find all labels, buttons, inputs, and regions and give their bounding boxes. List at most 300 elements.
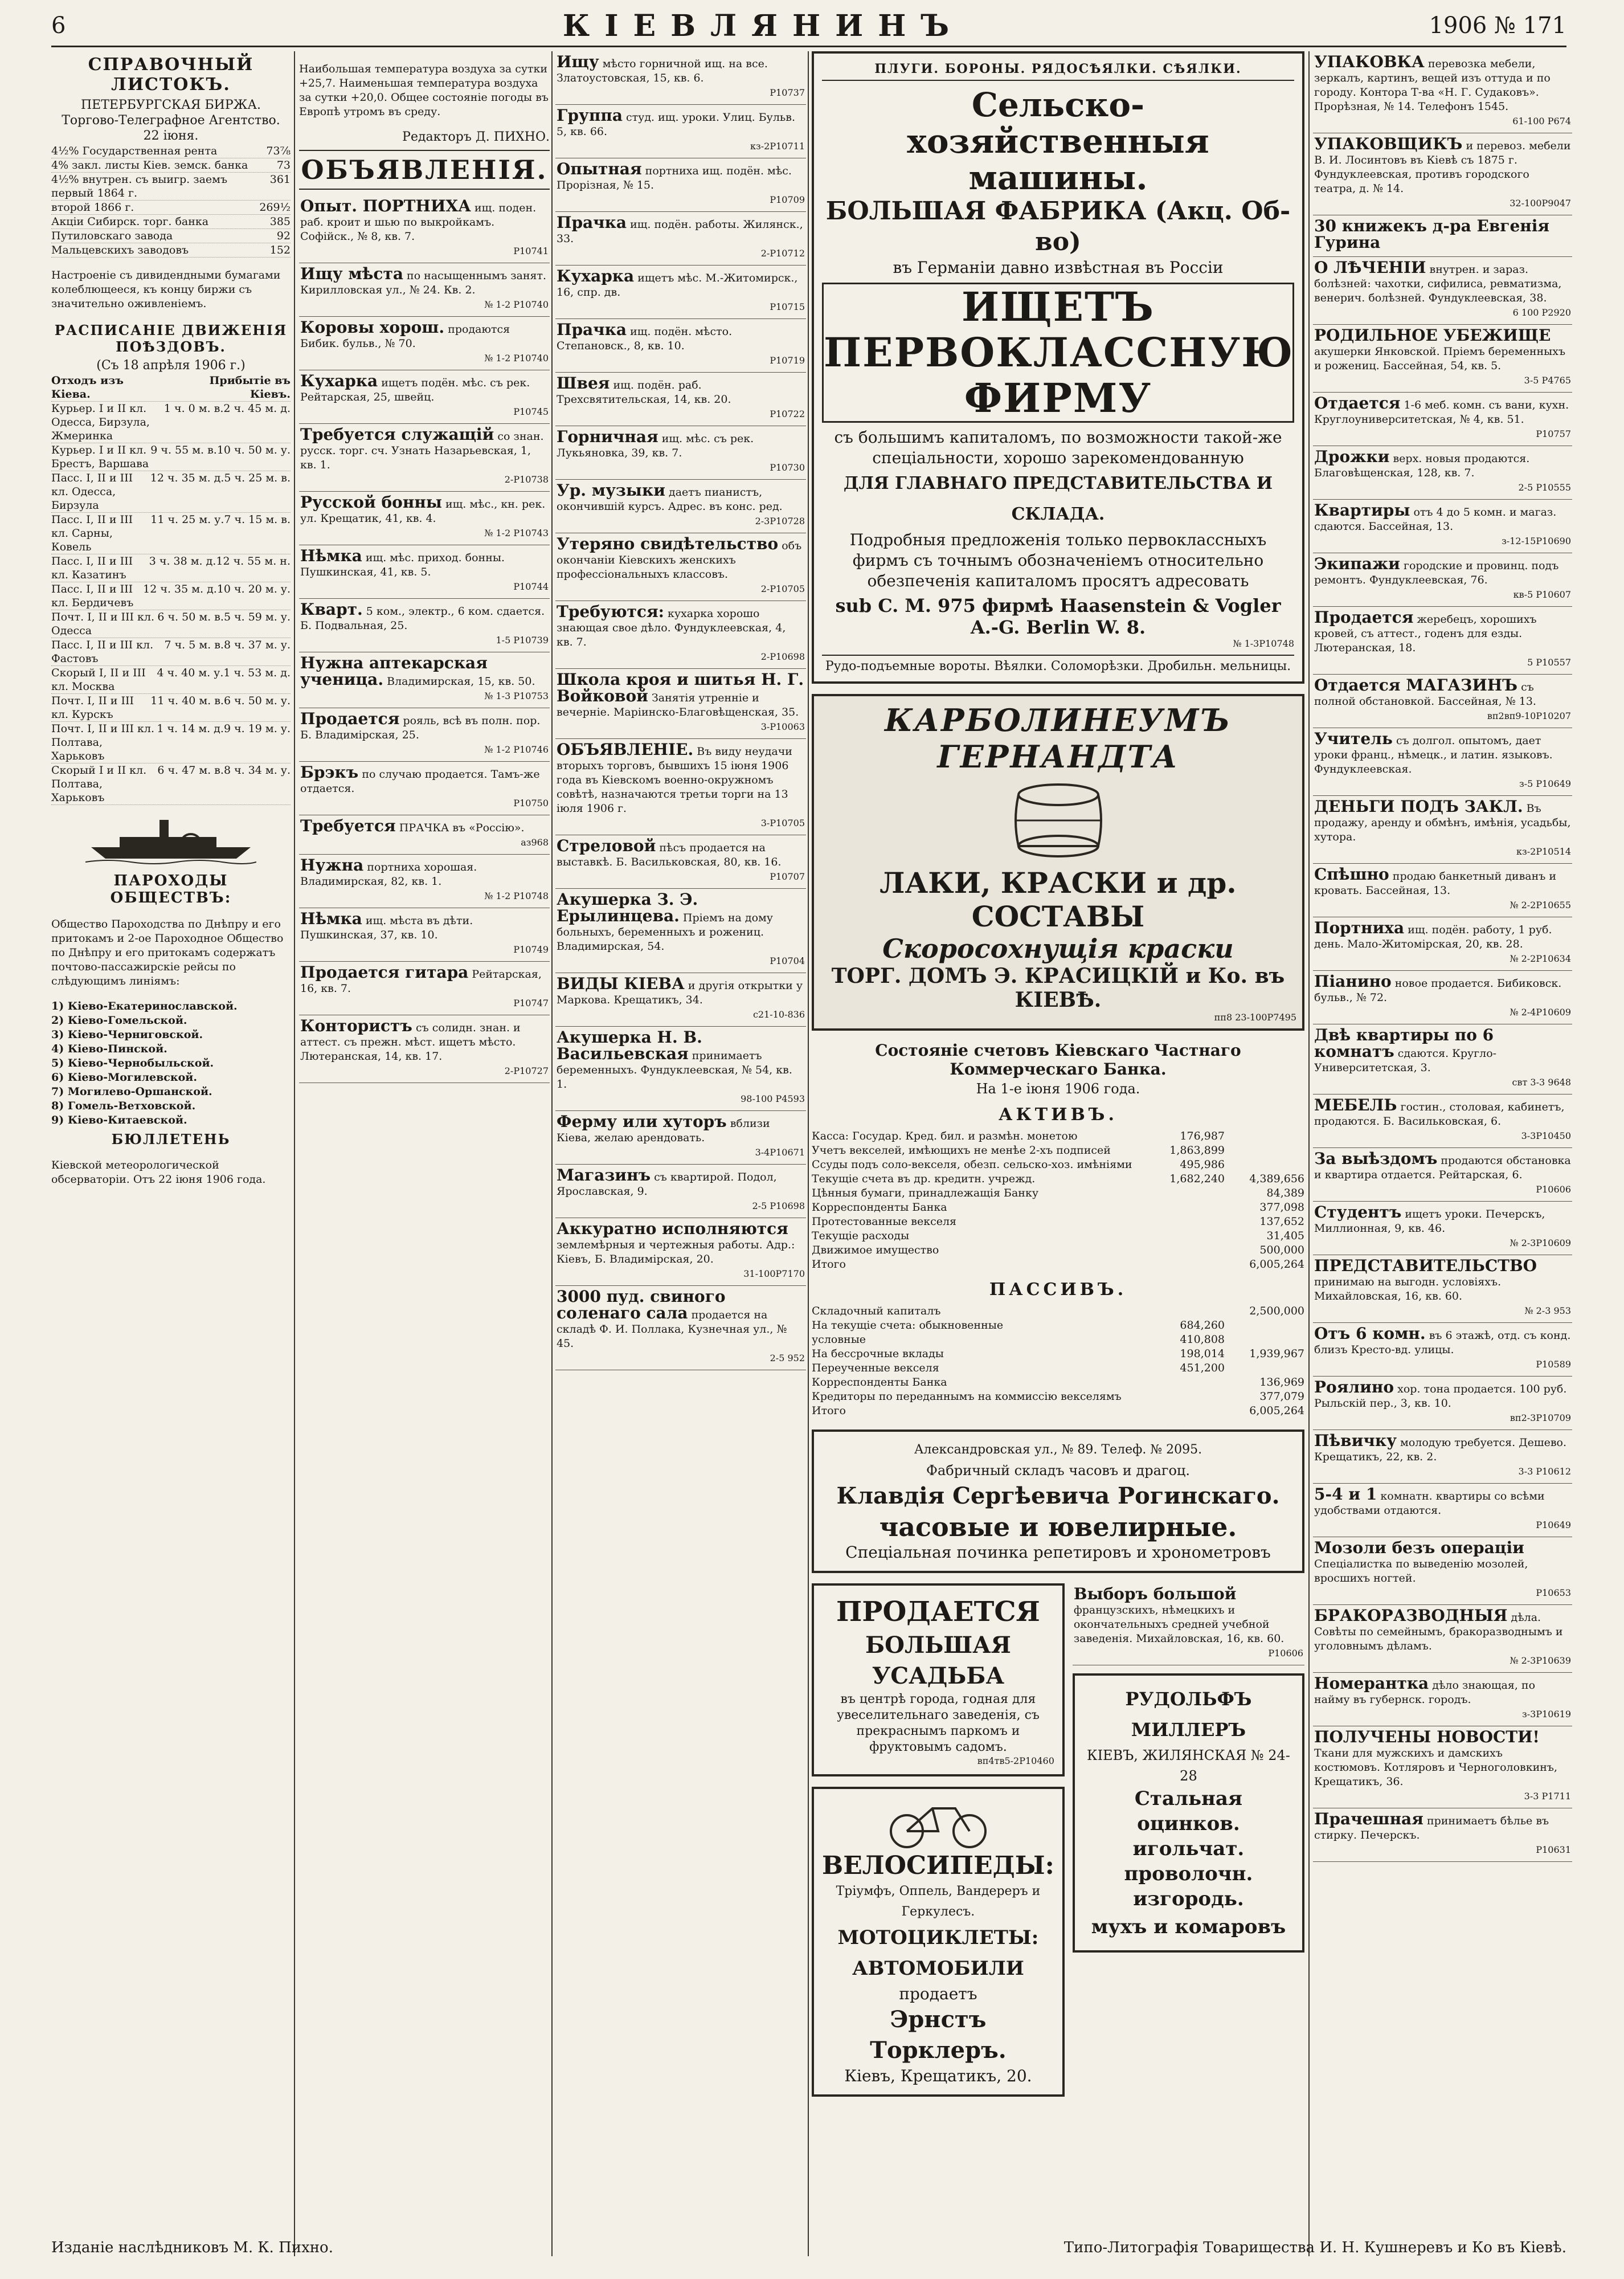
rate-row bbox=[51, 215, 291, 229]
ad-text: съ квартирой. Подол, Ярославская, 9. bbox=[557, 1171, 777, 1198]
schedule-row bbox=[51, 443, 291, 471]
ad-text: новое продается. Бибиковск. бульв., № 72. bbox=[1314, 977, 1562, 1004]
ad-heading: Нѣмка bbox=[300, 546, 362, 565]
train-departure: 1 ч. 14 м. д. bbox=[157, 722, 224, 735]
classified-ad bbox=[1313, 1323, 1572, 1377]
bank-item-value bbox=[1151, 1186, 1225, 1200]
steamer-line: 5) Кіево-Чернобыльской. bbox=[51, 1057, 214, 1069]
train-route: Скорый I и II кл. Полтава, Харьковъ bbox=[51, 764, 147, 804]
ad-text: мѣсто горничной ищ. на все. Златоустовская, 15, кв. 6. bbox=[557, 58, 768, 84]
classified-ad bbox=[555, 669, 806, 739]
ad-heading: Ищу мѣста bbox=[300, 264, 403, 283]
rate-value: 152 bbox=[269, 244, 291, 256]
train-arrival: 6 ч. 50 м. у. bbox=[223, 695, 291, 707]
ad-text: продаю банкетный диванъ и кровать. Бассейная, 13. bbox=[1314, 870, 1557, 897]
ad-heading: Кухарка bbox=[557, 267, 635, 285]
bank-item-value bbox=[1151, 1200, 1225, 1215]
classified-ad bbox=[1313, 675, 1572, 728]
bank-item-label: Цѣнныя бумаги, принадлежащія Банку bbox=[812, 1187, 1038, 1199]
classified-ad bbox=[1313, 1808, 1572, 1862]
train-arrival: 10 ч. 20 м. у. bbox=[216, 583, 291, 595]
ad-tag: № 1-2 Р10740 bbox=[484, 353, 549, 364]
classified-ad bbox=[555, 1165, 806, 1218]
ad-heading: Горничная bbox=[557, 427, 658, 446]
bank-item-label: Учетъ векселей, имѣющихъ не менѣе 2-хъ подписей bbox=[812, 1144, 1111, 1157]
ads-title: ОБЪЯВЛЕНІЯ. bbox=[299, 150, 550, 190]
ad-heading: Кварт. bbox=[300, 600, 363, 619]
ad-text: ищ. подён. мѣсто. Степановск., 8, кв. 10. bbox=[557, 325, 733, 352]
bank-item-total bbox=[1225, 1158, 1304, 1172]
ad-heading: Группа bbox=[557, 106, 623, 125]
ad-heading: Школа кроя и шитья Н. Г. Войковой bbox=[557, 670, 804, 705]
ad-heading: За выѣздомъ bbox=[1314, 1149, 1438, 1168]
train-schedule bbox=[51, 402, 291, 805]
rate-name: 4½% внутрен. съ выигр. заемъ первый 1864 г. bbox=[51, 173, 228, 199]
classified-ad bbox=[1313, 796, 1572, 864]
estate-ad bbox=[812, 1583, 1065, 1776]
rate-value: 361 bbox=[269, 173, 291, 186]
miller-ad bbox=[1073, 1673, 1304, 1953]
ad-tag: № 2-2Р10655 bbox=[1510, 900, 1571, 910]
steamers-title: ПАРОХОДЫ ОБЩЕСТВЪ: bbox=[110, 872, 232, 906]
ad-text: продается на складѣ Ф. И. Поллака, Кузнечная ул., № 45. bbox=[557, 1309, 787, 1350]
carbolineum-ad bbox=[812, 694, 1304, 1031]
ad-heading: РОДИЛЬНОЕ УБЕЖИЩЕ bbox=[1314, 326, 1551, 345]
rate-value: 73 bbox=[276, 159, 291, 171]
ad-tag: 2-5 952 bbox=[770, 1353, 805, 1363]
machines-text-2: съ большимъ капиталомъ, по возможности такой-же спеціальности, хорошо зарекомендованную bbox=[834, 428, 1282, 467]
classified-ad bbox=[555, 601, 806, 669]
train-route: Почт. I, II и III кл. Полтава, Харьковъ bbox=[51, 722, 155, 762]
train-arrival: 10 ч. 50 м. у. bbox=[216, 444, 291, 456]
ads-column-3 bbox=[555, 51, 806, 2256]
issue-number: 1906 № 171 bbox=[1429, 13, 1566, 39]
ad-text: съ полной обстановкой. Бассейная, № 13. bbox=[1314, 681, 1536, 708]
rate-value: 385 bbox=[269, 215, 291, 228]
bicycles-address: Кіевъ, Крещатикъ, 20. bbox=[844, 2066, 1032, 2085]
train-arrival: 1 ч. 53 м. д. bbox=[223, 667, 291, 679]
schedule-row bbox=[51, 513, 291, 554]
schedule-row bbox=[51, 610, 291, 638]
ad-heading: Двѣ квартиры по 6 комнатъ bbox=[1314, 1026, 1494, 1061]
ad-text: хор. тона продается. 100 руб. Рыльскій пер., 3, кв. 10. bbox=[1314, 1383, 1567, 1410]
estate-subheading: БОЛЬШАЯ УСАДЬБА bbox=[865, 1632, 1011, 1689]
bicycles-seller: продаетъ bbox=[899, 1984, 977, 2003]
ad-tag: 3-Р10705 bbox=[760, 818, 805, 828]
bicycles-name: Эрнстъ Торклеръ. bbox=[870, 2006, 1007, 2064]
ad-tag: № 2-3 953 bbox=[1524, 1305, 1571, 1316]
machines-foot: Рудо-подъемные вороты. Вѣялки. Соломорѣзки. Дробильн. мельницы. bbox=[822, 655, 1294, 673]
rate-value: 73⅞ bbox=[266, 145, 291, 157]
classified-ad bbox=[299, 195, 550, 263]
bank-row bbox=[812, 1347, 1304, 1361]
ad-tag: Р10741 bbox=[513, 246, 549, 256]
reference-column bbox=[51, 51, 291, 2256]
agency-name: Торгово-Телеграфное Агентство. bbox=[62, 113, 280, 128]
ad-tag: № 1-2 Р10746 bbox=[484, 744, 549, 755]
ad-heading: Швея bbox=[557, 374, 610, 393]
classified-ad bbox=[299, 855, 550, 908]
train-route: Пасс. I, II и III кл. Бердичевъ bbox=[51, 583, 134, 609]
ad-text: Ткани для мужскихъ и дамскихъ костюмовъ. Котляровъ и Черноголовкинъ, Крещатикъ, 36. bbox=[1314, 1747, 1558, 1788]
bank-item-total bbox=[1225, 1318, 1304, 1333]
ad-tag: кв-5 Р10607 bbox=[1513, 589, 1571, 600]
ad-heading: Нужна аптекарская ученица. bbox=[300, 654, 488, 689]
rate-row bbox=[51, 173, 291, 201]
train-departure: 11 ч. 40 м. в. bbox=[150, 695, 224, 707]
ad-text: ищ. мѣс., кн. рек. ул. Крещатик, 41, кв. 4. bbox=[300, 498, 546, 525]
masthead bbox=[51, 6, 1566, 47]
rate-row bbox=[51, 243, 291, 258]
bank-item-label: Движимое имущество bbox=[812, 1244, 939, 1256]
bank-item-total: 6,005,264 bbox=[1249, 1404, 1304, 1417]
ad-tag: № 1-3 Р10753 bbox=[484, 691, 549, 701]
ad-heading: Аккуратно исполняются bbox=[557, 1219, 788, 1238]
train-arrival: 7 ч. 15 м. в. bbox=[224, 513, 291, 526]
bank-item-total: 137,652 bbox=[1259, 1215, 1304, 1228]
store-heading: Выборъ большой bbox=[1073, 1584, 1237, 1603]
train-route: Пасс. I, II и III кл. Одесса, Бирзула bbox=[51, 472, 133, 512]
classified-ad bbox=[555, 426, 806, 480]
column-rule bbox=[551, 51, 553, 2256]
ad-heading: Русской бонны bbox=[300, 493, 442, 512]
bank-item-total: 377,098 bbox=[1259, 1201, 1304, 1214]
exchange-date: 22 іюня. bbox=[143, 129, 199, 143]
schedule-header-dep: Отходъ изъ Кіева. bbox=[51, 374, 124, 401]
ad-heading: Нужна bbox=[300, 856, 364, 875]
ad-text: перевозка мебели, зеркалъ, картинъ, вещей изъ оттуда и по городу. Контора Т-ва «Н. Г. Судаковъ». Прорѣзная, № 14. Телефонъ 1545. bbox=[1314, 58, 1551, 113]
carbolineum-firm: ТОРГ. ДОМЪ Э. КРАСИЦКІЙ и Ко. въ КІЕВѢ. bbox=[831, 964, 1285, 1012]
ad-heading: Акушерка З. Э. Ерылинцева. bbox=[557, 890, 698, 925]
ad-text: Въ продажу, аренду и обмѣнъ, имѣнія, усадьбы, хутора. bbox=[1314, 802, 1571, 843]
ad-heading: Ур. музыки bbox=[557, 481, 665, 500]
ad-heading: Коровы хорош. bbox=[300, 318, 445, 337]
ad-text: съ солидн. знан. и аттест. съ прежн. мѣст. ищетъ мѣсто. Лютеранская, 14, кв. 17. bbox=[300, 1022, 521, 1063]
bottom-ads-right bbox=[1073, 1583, 1304, 2107]
classified-ad bbox=[1313, 553, 1572, 607]
rate-name: Мальцевскихъ заводовъ bbox=[51, 244, 189, 256]
ad-tag: Р10749 bbox=[513, 944, 549, 955]
classified-ad bbox=[1313, 1430, 1572, 1484]
ad-text: ищетъ уроки. Печерскъ, Миллионная, 9, кв. 46. bbox=[1314, 1208, 1545, 1235]
ad-text: по случаю продается. Тамъ-же отдается. bbox=[300, 768, 540, 795]
ad-text: принимаетъ беременныхъ. Фундуклеевская, № 54, кв. 1. bbox=[557, 1049, 792, 1091]
schedule-header-arr: Прибытіе въ Кіевъ. bbox=[209, 374, 291, 401]
ad-tag: № 2-4Р10609 bbox=[1510, 1007, 1571, 1018]
ad-text: пѣсъ продается на выставкѣ. Б. Васильковская, 80, кв. 16. bbox=[557, 842, 782, 868]
ad-heading: 5-4 и 1 bbox=[1314, 1485, 1377, 1504]
classified-ad bbox=[1313, 728, 1572, 796]
publisher: Изданіе наслѣдниковъ М. К. Пихно. bbox=[51, 2239, 333, 2256]
bank-row bbox=[812, 1333, 1304, 1347]
classified-ad bbox=[555, 212, 806, 266]
machines-factory: БОЛЬШАЯ ФАБРИКА (Акц. Об-во) bbox=[825, 197, 1291, 256]
classified-ad bbox=[1313, 1094, 1572, 1148]
store-text: французскихъ, нѣмецкихъ и окончательныхъ средней учебной заведенія. Михайловская, 16, кв. 60. bbox=[1073, 1604, 1285, 1645]
bank-item-label: Итого bbox=[812, 1404, 846, 1417]
ad-tag: 2-3Р10728 bbox=[755, 516, 805, 526]
ad-text: Рейтарская, 16, кв. 7. bbox=[300, 968, 542, 995]
ad-heading: Студентъ bbox=[1314, 1203, 1402, 1222]
classified-ad bbox=[1313, 215, 1572, 257]
ad-tag: Р10750 bbox=[513, 798, 549, 808]
bank-item-label: Ссуды подъ соло-векселя, обезп. сельско-хоз. имѣніями bbox=[812, 1158, 1132, 1171]
ad-heading: Дрожки bbox=[1314, 447, 1390, 466]
ad-text: и перевоз. мебели В. И. Лосинтовъ въ Кіевѣ съ 1875 г. Фундуклеевская, противъ городского театра, д. № 14. bbox=[1314, 140, 1571, 195]
train-arrival: 5 ч. 25 м. в. bbox=[224, 472, 291, 484]
ad-text: гостин., столовая, кабинетъ, продаются. Б. Васильковская, 6. bbox=[1314, 1101, 1565, 1128]
train-arrival: 8 ч. 34 м. у. bbox=[223, 764, 291, 777]
schedule-row bbox=[51, 554, 291, 582]
machines-purpose: ДЛЯ ГЛАВНАГО ПРЕДСТАВИТЕЛЬСТВА И СКЛАДА. bbox=[843, 473, 1273, 524]
liabilities-list bbox=[812, 1304, 1304, 1418]
ad-tag: 3-3Р10450 bbox=[1521, 1130, 1571, 1141]
classified-ad bbox=[299, 492, 550, 545]
schedule-row bbox=[51, 763, 291, 805]
ad-tag: Р10704 bbox=[770, 955, 805, 966]
column-rule bbox=[294, 51, 295, 2256]
ad-text: верх. новыя продаются. Благовѣщенская, 128, кв. 7. bbox=[1314, 452, 1530, 479]
bank-item-total: 2,500,000 bbox=[1249, 1305, 1304, 1317]
classified-ad bbox=[555, 889, 806, 973]
ad-heading: УПАКОВКА bbox=[1314, 52, 1425, 71]
classified-ad bbox=[1313, 1726, 1572, 1808]
classified-ad bbox=[1313, 133, 1572, 215]
classified-ad bbox=[555, 533, 806, 601]
bank-item-value bbox=[1151, 1215, 1225, 1229]
ad-text: 1-6 меб. комн. съ вани, кухн. Круглоуниверситетская, № 4, кв. 51. bbox=[1314, 399, 1569, 426]
bank-item-label: Корреспонденты Банка bbox=[812, 1376, 947, 1388]
ad-text: Въ виду неудачи вторыхъ торговъ, бывшихъ 15 іюня 1906 года въ Кіевскомъ военно-окружномъ совѣтѣ, назначаются третьи торги на 13 іюля 1906 г. bbox=[557, 745, 792, 815]
ad-tag: Р10722 bbox=[770, 409, 805, 419]
ad-text: ищ. мѣс. съ рек. Лукьяновка, 39, кв. 7. bbox=[557, 432, 754, 459]
classified-ad bbox=[1313, 1605, 1572, 1673]
rate-row bbox=[51, 229, 291, 243]
ad-tag: Р10719 bbox=[770, 355, 805, 366]
train-departure: 11 ч. 25 м. у. bbox=[150, 513, 224, 526]
moto-heading: МОТОЦИКЛЕТЫ: bbox=[837, 1926, 1039, 1949]
classified-ad bbox=[1313, 1484, 1572, 1537]
bank-item-value: 1,682,240 bbox=[1169, 1173, 1225, 1185]
ad-heading: Номерантка bbox=[1314, 1674, 1429, 1693]
bank-item-label: условные bbox=[812, 1333, 866, 1346]
classified-ad bbox=[299, 815, 550, 855]
watches-sub: Спеціальная починка репетировъ и хронометровъ bbox=[845, 1543, 1271, 1562]
ad-tag: Р10744 bbox=[513, 581, 549, 592]
ad-tag: 5 Р10557 bbox=[1527, 657, 1571, 668]
ad-tag: 1-5 Р10739 bbox=[496, 635, 549, 646]
classified-ad bbox=[299, 263, 550, 317]
train-route: Пасс. I, II и III кл. Фастовъ bbox=[51, 639, 154, 665]
ad-heading: Стреловой bbox=[557, 836, 656, 855]
bank-item-total bbox=[1225, 1333, 1304, 1347]
bank-item-label: На текущіе счета: обыкновенные bbox=[812, 1319, 1004, 1332]
classified-ad bbox=[299, 545, 550, 599]
ad-tag: № 1-2 Р10748 bbox=[484, 891, 549, 901]
ad-tag: 3-3 Р1711 bbox=[1524, 1791, 1571, 1802]
ad-text: принимаю на выгодн. условіяхъ. Михайловская, 16, кв. 60. bbox=[1314, 1276, 1502, 1302]
bank-item-label: Касса: Государ. Кред. бил. и размѣн. монетою bbox=[812, 1130, 1078, 1142]
bank-item-label: Текущіе расходы bbox=[812, 1230, 910, 1242]
classified-ad bbox=[555, 835, 806, 889]
ad-tag: 2-Р10738 bbox=[504, 474, 549, 485]
classified-ad bbox=[1313, 325, 1572, 393]
classified-list bbox=[555, 51, 806, 1370]
auto-heading: АВТОМОБИЛИ bbox=[852, 1957, 1024, 1980]
train-route: Курьер. I и II кл. Брестъ, Варшава bbox=[51, 444, 149, 470]
ad-heading: Требуются: bbox=[557, 602, 664, 621]
ad-text: ищ. мѣс. приход. бонны. Пушкинская, 41, кв. 5. bbox=[300, 552, 505, 578]
steamer-line: 6) Кіево-Могилевской. bbox=[51, 1071, 197, 1084]
classified-ad bbox=[555, 1111, 806, 1165]
printer: Типо-Литографія Товарищества И. Н. Кушнеревъ и Ко въ Кіевѣ. bbox=[1063, 2239, 1566, 2256]
train-departure: 7 ч. 5 м. в. bbox=[164, 639, 224, 651]
classified-list bbox=[299, 195, 550, 1083]
estate-heading: ПРОДАЕТСЯ bbox=[836, 1596, 1040, 1628]
ad-tag: Р10757 bbox=[1536, 428, 1571, 439]
classified-ad bbox=[555, 373, 806, 426]
ad-heading: Роялино bbox=[1314, 1378, 1394, 1396]
machines-tag: № 1-3Р10748 bbox=[1233, 638, 1294, 649]
miller-address: КІЕВЪ, ЖИЛЯНСКАЯ № 24-28 bbox=[1087, 1747, 1290, 1784]
ad-text: дѣла. Совѣты по семейнымъ, бракоразводнымъ и уголовнымъ дѣламъ. bbox=[1314, 1611, 1563, 1652]
schedule-row bbox=[51, 402, 291, 443]
display-ads-column bbox=[812, 51, 1304, 2256]
classified-ad bbox=[555, 1218, 806, 1286]
schedule-date: (Съ 18 апрѣля 1906 г.) bbox=[96, 358, 246, 373]
classified-ad bbox=[555, 1286, 806, 1370]
liabilities-title: ПАССИВЪ. bbox=[989, 1280, 1127, 1300]
ad-heading: Продается гитара bbox=[300, 963, 469, 982]
ad-tag: 2-Р10698 bbox=[760, 651, 805, 662]
train-departure: 9 ч. 55 м. в. bbox=[150, 444, 217, 456]
miller-text: Стальная оцинков. игольчат. проволочн. изгородь. bbox=[1124, 1787, 1253, 1910]
ad-heading: 30 книжекъ д-ра Евгенія Гурина bbox=[1314, 217, 1550, 252]
carbolineum-title: КАРБОЛИНЕУМЪ ГЕРНАНДТА bbox=[884, 702, 1232, 775]
ad-text: ищетъ мѣс. М.-Житомирск., 16, спр. дв. bbox=[557, 272, 798, 299]
bank-item-total: 31,405 bbox=[1266, 1230, 1304, 1242]
bank-row bbox=[812, 1375, 1304, 1390]
classified-ad bbox=[555, 105, 806, 158]
watches-line: Фабричный складъ часовъ и драгоц. bbox=[926, 1463, 1190, 1479]
assets-list bbox=[812, 1129, 1304, 1272]
ad-heading: Магазинъ bbox=[557, 1166, 651, 1185]
ad-text: землемѣрныя и чертежныя работы. Адр.: Кіевъ, Б. Владимірская, 20. bbox=[557, 1239, 795, 1265]
ad-heading: Ферму или хуторъ bbox=[557, 1112, 727, 1131]
ad-tag: № 2-2Р10634 bbox=[1510, 953, 1571, 964]
ad-tag: кз-2Р10514 bbox=[1516, 846, 1571, 857]
weather-text: Наибольшая температура воздуха за сутки +25,7. Наименьшая температура воздуха за сутки +20,0. Общее состояніе погоды въ Европѣ утромъ въ среду. bbox=[299, 63, 549, 118]
ad-text: отъ 4 до 5 комн. и магаз. сдаются. Бассейная, 13. bbox=[1314, 506, 1557, 533]
ads-column-5 bbox=[1313, 51, 1572, 2256]
bank-item-value bbox=[1151, 1404, 1225, 1418]
bank-item-value bbox=[1151, 1304, 1225, 1318]
train-route: Скорый I, II и III кл. Москва bbox=[51, 667, 146, 693]
steamer-line: 8) Гомель-Ветховской. bbox=[51, 1100, 196, 1112]
ad-tag: 2-Р10727 bbox=[504, 1065, 549, 1076]
bank-item-total bbox=[1225, 1129, 1304, 1143]
ad-text: жеребецъ, хорошихъ кровей, съ аттест., годенъ для езды. Лютеранская, 18. bbox=[1314, 613, 1537, 654]
ad-heading: Требуется bbox=[300, 816, 396, 835]
ad-text: и другія открытки у Маркова. Крещатикъ, 34. bbox=[557, 979, 803, 1006]
classified-ad bbox=[555, 158, 806, 212]
ad-text: рояль, всѣ въ полн. пор. Б. Владимірская, 25. bbox=[300, 714, 541, 741]
ad-text: въ 6 этажѣ, отд. съ конд. близъ Кресто-вд. улицы. bbox=[1314, 1329, 1571, 1356]
ad-heading: Спѣшно bbox=[1314, 865, 1389, 884]
ad-heading: О ЛѢЧЕНІИ bbox=[1314, 258, 1426, 277]
ad-heading: Нѣмка bbox=[300, 909, 362, 928]
classified-ad bbox=[1313, 1148, 1572, 1202]
ad-text: Занятія утренніе и вечерніе. Маріинско-Благовѣщенская, 35. bbox=[557, 692, 799, 718]
ad-heading: Кухарка bbox=[300, 371, 378, 390]
bank-row bbox=[812, 1361, 1304, 1375]
ad-heading: УПАКОВЩИКЪ bbox=[1314, 134, 1463, 153]
observatory-title: БЮЛЛЕТЕНЬ bbox=[111, 1131, 231, 1147]
ad-heading: Учитель bbox=[1314, 729, 1393, 748]
bank-row bbox=[812, 1318, 1304, 1333]
classified-ad bbox=[1313, 446, 1572, 500]
classified-ad bbox=[555, 739, 806, 835]
ad-text: принимаетъ бѣлье въ стирку. Печерскъ. bbox=[1314, 1815, 1549, 1841]
steamer-line: 2) Кіево-Гомельской. bbox=[51, 1014, 187, 1027]
classified-ad bbox=[299, 370, 550, 424]
rate-row bbox=[51, 144, 291, 158]
bicycle-icon bbox=[881, 1797, 995, 1848]
bank-item-label: Кредиторы по переданнымъ на коммиссію векселямъ bbox=[812, 1390, 1122, 1403]
train-departure: 4 ч. 40 м. у. bbox=[157, 667, 224, 679]
machines-seek: ИЩЕТЪ ПЕРВОКЛАССНУЮ ФИРМУ bbox=[822, 283, 1294, 423]
ad-heading: Экипажи bbox=[1314, 554, 1400, 573]
rate-name: Путиловскаго завода bbox=[51, 230, 173, 242]
ad-heading: Продается bbox=[1314, 608, 1414, 627]
schedule-row bbox=[51, 638, 291, 666]
train-departure: 6 ч. 47 м. в. bbox=[157, 764, 224, 777]
schedule-title: РАСПИСАНІЕ ДВИЖЕНІЯ ПОѢЗДОВЪ. bbox=[54, 322, 288, 355]
rate-name: 4½% Государственная рента bbox=[51, 145, 218, 157]
ad-tag: 3-3 Р10612 bbox=[1518, 1466, 1571, 1477]
ad-heading: Отдается bbox=[1314, 394, 1401, 412]
ad-text: Владимирская, 15, кв. 50. bbox=[387, 675, 535, 688]
miller-foot: мухъ и комаровъ bbox=[1091, 1915, 1286, 1938]
train-departure: 12 ч. 35 м. д. bbox=[150, 472, 224, 484]
ad-tag: Р10653 bbox=[1536, 1587, 1571, 1598]
ad-tag: свт 3-3 9648 bbox=[1512, 1077, 1571, 1088]
bank-item-total: 4,389,656 bbox=[1249, 1173, 1304, 1185]
page-footer bbox=[51, 2239, 1566, 2256]
ad-tag: з-3Р10619 bbox=[1522, 1709, 1571, 1720]
ad-tag: кз-2Р10711 bbox=[750, 141, 805, 152]
ad-text: портниха хорошая. Владимирская, 82, кв. 1. bbox=[300, 861, 477, 888]
bank-item-value: 684,260 bbox=[1180, 1319, 1225, 1332]
bank-item-total: 1,939,967 bbox=[1249, 1347, 1304, 1360]
ad-heading: Опытная bbox=[557, 160, 642, 178]
carbolineum-paints: Скоросохнущія краски bbox=[882, 933, 1234, 964]
bank-item-label: Складочный капиталъ bbox=[812, 1305, 941, 1317]
schedule-row bbox=[51, 582, 291, 610]
bicycles-brands: Тріумфъ, Оппель, Вандереръ и Геркулесъ. bbox=[836, 1884, 1041, 1919]
bank-item-label: На бессрочные вклады bbox=[812, 1347, 944, 1360]
bank-item-value bbox=[1151, 1375, 1225, 1390]
classified-ad bbox=[1313, 1255, 1572, 1323]
bank-row bbox=[812, 1129, 1304, 1143]
bank-item-value: 451,200 bbox=[1180, 1362, 1225, 1374]
bicycles-ad bbox=[812, 1787, 1065, 2097]
classified-ad bbox=[555, 266, 806, 319]
store-ad bbox=[1073, 1583, 1304, 1665]
ad-heading: Піанино bbox=[1314, 972, 1392, 991]
ad-tag: № 1-2 Р10740 bbox=[484, 299, 549, 310]
rate-row bbox=[51, 201, 291, 215]
